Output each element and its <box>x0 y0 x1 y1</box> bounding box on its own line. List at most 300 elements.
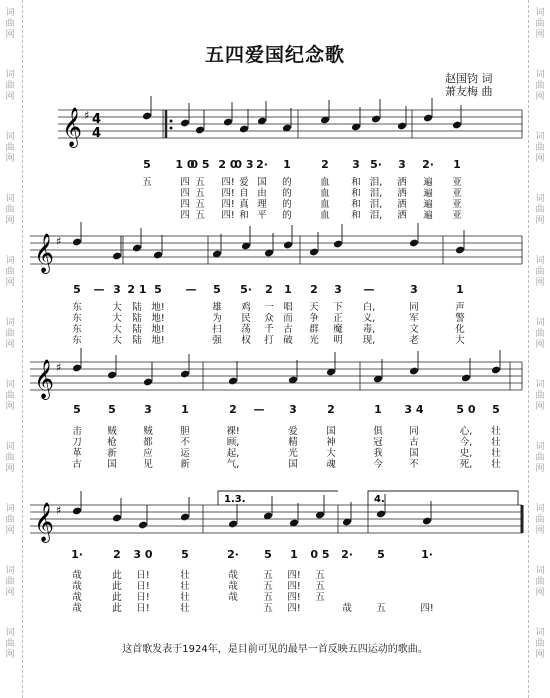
lyric-syllable: 文 <box>409 324 419 335</box>
lyric-syllable: 五 <box>315 581 325 592</box>
lyric-syllable: 新 <box>107 448 117 459</box>
lyric-syllable: 陆 <box>132 313 142 324</box>
lyric-syllable: 今, <box>459 437 473 448</box>
lyric-syllable: 裸! <box>226 426 240 437</box>
lyric-syllable: 大 <box>112 302 122 313</box>
lyricist-credit: 赵国钧 词 <box>445 72 493 85</box>
lyric-syllable: 真 <box>239 199 249 210</box>
lyric-syllable: 警 <box>455 313 465 324</box>
watermark-text: 词 曲 网 <box>535 194 545 226</box>
lyric-syllable: 下 <box>333 302 343 313</box>
lyric-syllable: 一 <box>264 302 274 313</box>
lyric-syllable: 血 <box>320 177 330 188</box>
watermark-text: 词 曲 网 <box>535 8 545 40</box>
note-head <box>142 112 152 121</box>
note-head <box>223 118 233 127</box>
lyric-syllable: 毒, <box>362 324 376 335</box>
lyric-syllable: 老 <box>409 335 419 346</box>
lyric-syllable: 四! <box>221 199 235 210</box>
lyric-syllable: 大 <box>326 448 336 459</box>
lyric-syllable: 和 <box>351 199 361 210</box>
lyric-syllable: 顾, <box>226 437 240 448</box>
lyric-syllable: 古 <box>283 324 293 335</box>
lyric-syllable: 冠 <box>373 437 383 448</box>
lyric-syllable: 国 <box>107 459 117 470</box>
note-head <box>195 126 205 135</box>
lyric-syllable: 遍 <box>423 188 433 199</box>
lyric-syllable: 此 <box>112 592 122 603</box>
lyric-syllable: 大 <box>112 313 122 324</box>
note-head <box>333 240 343 249</box>
lyric-syllable: 五 <box>263 592 273 603</box>
watermark-text: 词 曲 网 <box>5 442 15 474</box>
note-head <box>409 239 419 248</box>
lyric-syllable: 我 <box>373 448 383 459</box>
jianpu-number: 2 1 <box>127 283 147 296</box>
watermark-text: 词 曲 网 <box>5 566 15 598</box>
jianpu-number: 3 <box>410 283 418 296</box>
lyric-syllable: 扫 <box>212 324 222 335</box>
lyric-syllable: 亚 <box>452 188 462 199</box>
lyric-syllable: 壮 <box>180 603 190 614</box>
watermark-text: 词 曲 网 <box>535 566 545 598</box>
lyric-syllable: 哉 <box>342 603 352 614</box>
lyric-syllable: 亚 <box>452 199 462 210</box>
lyric-syllable: 哉 <box>228 581 238 592</box>
watermark-text: 词 曲 网 <box>5 70 15 102</box>
watermark-text: 词 曲 网 <box>535 132 545 164</box>
lyric-syllable: 地! <box>151 335 165 346</box>
watermark-text: 词 曲 网 <box>535 318 545 350</box>
lyric-syllable: 洒 <box>397 177 407 188</box>
lyric-syllable: 的 <box>282 210 292 221</box>
watermark-text: 词 曲 网 <box>5 132 15 164</box>
note-head <box>309 248 319 257</box>
lyric-syllable: 起, <box>226 448 240 459</box>
lyric-syllable: 地! <box>151 324 165 335</box>
note-head <box>423 114 433 123</box>
note-head <box>397 122 407 131</box>
lyric-syllable: 光 <box>309 335 319 346</box>
composer-credit: 萧友梅 曲 <box>445 85 493 98</box>
lyric-syllable: 哉 <box>72 592 82 603</box>
lyric-syllable: 哉 <box>228 592 238 603</box>
note-head <box>72 364 82 373</box>
lyric-syllable: 泪, <box>369 210 383 221</box>
lyric-syllable: 都 <box>143 437 153 448</box>
lyric-syllable: 四! <box>221 210 235 221</box>
lyric-syllable: 千 <box>264 324 274 335</box>
jianpu-number: 1 <box>453 158 461 171</box>
lyric-syllable: 不 <box>409 459 419 470</box>
lyric-syllable: 见 <box>143 459 153 470</box>
lyric-syllable: 四! <box>287 603 301 614</box>
note-head <box>112 252 122 261</box>
lyric-syllable: 壮 <box>180 570 190 581</box>
lyric-syllable: 枪 <box>107 437 117 448</box>
jianpu-number: 1 <box>284 283 292 296</box>
jianpu-number: 0 5 <box>310 548 330 561</box>
lyric-syllable: 打 <box>264 335 274 346</box>
jianpu-number: 5· <box>370 158 382 171</box>
note-head <box>143 378 153 387</box>
watermark-text: 词 曲 网 <box>5 8 15 40</box>
lyric-syllable: 现, <box>362 335 376 346</box>
lyric-syllable: 五 <box>195 177 205 188</box>
lyric-syllable: 地! <box>151 302 165 313</box>
lyric-syllable: 日! <box>136 570 150 581</box>
lyric-syllable: 大 <box>455 335 465 346</box>
lyric-syllable: 大 <box>112 335 122 346</box>
watermark-text: 词 曲 网 <box>535 256 545 288</box>
lyric-syllable: 壮 <box>491 448 501 459</box>
lyric-syllable: 精 <box>288 437 298 448</box>
lyric-syllable: 血 <box>320 188 330 199</box>
watermark-text: 词 曲 网 <box>535 70 545 102</box>
lyric-syllable: 义, <box>362 313 376 324</box>
note-head <box>107 371 117 380</box>
lyric-syllable: 群 <box>309 324 319 335</box>
lyric-syllable: 五 <box>376 603 386 614</box>
lyric-syllable: 胆 <box>180 426 190 437</box>
lyric-syllable: 哉 <box>228 570 238 581</box>
note-head <box>138 521 148 530</box>
treble-clef: 𝄞 <box>34 359 55 399</box>
lyric-syllable: 壮 <box>491 437 501 448</box>
lyric-syllable: 化 <box>455 324 465 335</box>
jianpu-number: 1· <box>71 548 83 561</box>
note-head <box>132 244 142 253</box>
lyric-syllable: 明 <box>333 335 343 346</box>
watermark-text: 词 曲 网 <box>5 318 15 350</box>
lyric-syllable: 爱 <box>239 177 249 188</box>
key-signature-sharp: ♯ <box>56 235 62 248</box>
lyric-syllable: 和 <box>351 177 361 188</box>
lyric-syllable: 亚 <box>452 177 462 188</box>
lyric-syllable: 东 <box>72 335 82 346</box>
jianpu-number: 0 3 <box>234 158 254 171</box>
jianpu-number: 2· <box>227 548 239 561</box>
jianpu-number: 0 5 <box>190 158 210 171</box>
note-head <box>371 115 381 124</box>
jianpu-number: 1 0 <box>175 158 195 171</box>
note-head <box>283 241 293 250</box>
jianpu-number: 5· <box>240 283 252 296</box>
lyric-syllable: 自 <box>239 188 249 199</box>
treble-clef: 𝄞 <box>34 233 55 273</box>
lyric-syllable: 运 <box>180 448 190 459</box>
note-head <box>153 251 163 260</box>
jianpu-number: 2 <box>327 403 335 416</box>
volta-label-second: 4. <box>374 494 385 505</box>
lyric-syllable: 四 <box>180 210 190 221</box>
lyric-syllable: 五 <box>315 570 325 581</box>
jianpu-number: 5 <box>108 403 116 416</box>
lyric-syllable: 四! <box>287 570 301 581</box>
lyric-syllable: 地! <box>151 313 165 324</box>
watermark-text: 词 曲 网 <box>5 194 15 226</box>
lyric-syllable: 强 <box>212 335 222 346</box>
repeat-dot <box>170 127 173 130</box>
lyric-syllable: 遍 <box>423 199 433 210</box>
jianpu-number: 2 <box>229 403 237 416</box>
lyric-syllable: 日! <box>136 603 150 614</box>
lyric-syllable: 五 <box>263 570 273 581</box>
lyric-syllable: 新 <box>180 459 190 470</box>
lyric-syllable: 和 <box>239 210 249 221</box>
jianpu-number: 2· <box>256 158 268 171</box>
note-head <box>376 510 386 519</box>
lyric-syllable: 平 <box>257 210 267 221</box>
jianpu-number: 2· <box>341 548 353 561</box>
lyric-syllable: 唱 <box>283 302 293 313</box>
lyric-syllable: 大 <box>112 324 122 335</box>
lyric-syllable: 刀 <box>72 437 82 448</box>
watermark-text: 词 曲 网 <box>5 380 15 412</box>
lyric-syllable: 日! <box>136 581 150 592</box>
note-head <box>461 374 471 383</box>
jianpu-number: 2 <box>321 158 329 171</box>
lyric-syllable: 不 <box>180 437 190 448</box>
lyric-syllable: 的 <box>282 199 292 210</box>
lyric-syllable: 贼 <box>143 426 153 437</box>
lyric-syllable: 正 <box>333 313 343 324</box>
lyric-syllable: 洒 <box>397 199 407 210</box>
song-title: 五四爱国纪念歌 <box>204 44 345 66</box>
lyric-syllable: 击 <box>72 426 82 437</box>
lyric-syllable: 四! <box>221 188 235 199</box>
lyric-syllable: 四! <box>420 603 434 614</box>
lyric-syllable: 壮 <box>491 459 501 470</box>
lyric-syllable: 天 <box>309 302 319 313</box>
repeat-dot <box>170 120 173 123</box>
lyric-syllable: 史, <box>459 448 473 459</box>
lyric-syllable: 和 <box>351 188 361 199</box>
jianpu-number: 5 <box>143 158 151 171</box>
jianpu-number: 3 <box>398 158 406 171</box>
lyric-syllable: 白, <box>362 302 376 313</box>
lyric-syllable: 四! <box>221 177 235 188</box>
volta-bracket-second <box>368 491 518 505</box>
lyric-syllable: 五 <box>263 603 273 614</box>
lyric-syllable: 五 <box>263 581 273 592</box>
lyric-syllable: 日! <box>136 592 150 603</box>
jianpu-number: 3 <box>289 403 297 416</box>
note-head <box>112 514 122 523</box>
lyric-syllable: 此 <box>112 570 122 581</box>
lyric-syllable: 军 <box>409 313 419 324</box>
watermark-text: 词 曲 网 <box>535 628 545 660</box>
lyric-syllable: 神 <box>326 437 336 448</box>
lyric-syllable: 众 <box>264 313 274 324</box>
jianpu-number: — <box>253 403 265 416</box>
lyric-syllable: 东 <box>72 313 82 324</box>
time-signature-top: 4 <box>92 112 102 127</box>
jianpu-number: — <box>363 283 375 296</box>
lyric-syllable: 爱 <box>288 426 298 437</box>
lyric-syllable: 由 <box>257 188 267 199</box>
lyric-syllable: 贼 <box>107 426 117 437</box>
lyric-syllable: 俱 <box>373 426 383 437</box>
key-signature-sharp: ♯ <box>84 109 90 122</box>
lyric-syllable: 遍 <box>423 210 433 221</box>
note-head <box>72 238 82 247</box>
lyric-syllable: 气, <box>226 459 240 470</box>
lyric-syllable: 应 <box>143 448 153 459</box>
lyric-syllable: 此 <box>112 581 122 592</box>
lyric-syllable: 国 <box>326 426 336 437</box>
lyric-syllable: 的 <box>282 188 292 199</box>
lyric-syllable: 破 <box>283 335 293 346</box>
jianpu-number: 3 0 <box>133 548 153 561</box>
lyric-syllable: 四! <box>287 592 301 603</box>
lyric-syllable: 亚 <box>452 210 462 221</box>
lyric-syllable: 古 <box>72 459 82 470</box>
jianpu-number: — <box>185 283 197 296</box>
jianpu-number: 5 <box>73 283 81 296</box>
lyric-syllable: 五 <box>195 188 205 199</box>
jianpu-number: 5 <box>154 283 162 296</box>
note-head <box>452 121 462 130</box>
jianpu-number: 1· <box>421 548 433 561</box>
note-head <box>228 377 238 386</box>
note-head <box>409 367 419 376</box>
lyric-syllable: 和 <box>351 210 361 221</box>
lyric-syllable: 五 <box>315 592 325 603</box>
lyric-syllable: 洒 <box>397 188 407 199</box>
lyric-syllable: 东 <box>72 324 82 335</box>
watermark-text: 词 曲 网 <box>5 628 15 660</box>
lyric-syllable: 陆 <box>132 324 142 335</box>
note-head <box>180 370 190 379</box>
lyric-syllable: 同 <box>409 302 419 313</box>
volta-label-first: 1.3. <box>224 494 246 505</box>
lyric-syllable: 死, <box>459 459 473 470</box>
lyric-syllable: 国 <box>409 448 419 459</box>
jianpu-number: 2 <box>265 283 273 296</box>
note-head <box>180 119 190 128</box>
time-signature-bottom: 4 <box>92 126 102 141</box>
watermark-text: 词 曲 网 <box>5 504 15 536</box>
lyric-syllable: 哉 <box>72 581 82 592</box>
watermark-text: 词 曲 网 <box>535 380 545 412</box>
note-head <box>228 520 238 529</box>
lyric-syllable: 血 <box>320 210 330 221</box>
jianpu-number: 2 0 <box>218 158 238 171</box>
jianpu-number: — <box>93 283 105 296</box>
lyric-syllable: 五 <box>195 199 205 210</box>
lyric-syllable: 鸡 <box>241 302 251 313</box>
treble-clef: 𝄞 <box>34 502 55 542</box>
note-head <box>180 513 190 522</box>
lyric-syllable: 而 <box>283 313 293 324</box>
lyric-syllable: 遍 <box>423 177 433 188</box>
jianpu-number: 3 <box>113 283 121 296</box>
lyric-syllable: 四 <box>180 199 190 210</box>
lyric-syllable: 权 <box>241 335 251 346</box>
lyric-syllable: 的 <box>282 177 292 188</box>
lyric-syllable: 陆 <box>132 335 142 346</box>
footnote: 这首歌发表于1924年，是目前可见的最早一首反映五四运动的歌曲。 <box>122 644 428 655</box>
lyric-syllable: 古 <box>409 437 419 448</box>
jianpu-number: 5 <box>377 548 385 561</box>
jianpu-number: 5 <box>264 548 272 561</box>
lyric-syllable: 荡 <box>241 324 251 335</box>
note-head <box>239 125 249 134</box>
lyric-syllable: 光 <box>288 448 298 459</box>
lyric-syllable: 理 <box>257 199 267 210</box>
jianpu-number: 1 <box>181 403 189 416</box>
lyric-syllable: 雄 <box>212 302 222 313</box>
lyric-syllable: 五 <box>142 177 152 188</box>
lyric-syllable: 四 <box>180 188 190 199</box>
jianpu-number: 5 <box>213 283 221 296</box>
watermark-text: 词 曲 网 <box>5 256 15 288</box>
lyric-syllable: 壮 <box>180 592 190 603</box>
lyric-syllable: 民 <box>241 313 251 324</box>
key-signature-sharp: ♯ <box>56 361 62 374</box>
lyric-syllable: 革 <box>72 448 82 459</box>
lyric-syllable: 五 <box>195 210 205 221</box>
lyric-syllable: 国 <box>257 177 267 188</box>
lyric-syllable: 同 <box>409 426 419 437</box>
jianpu-number: 2· <box>422 158 434 171</box>
lyric-syllable: 血 <box>320 199 330 210</box>
key-signature-sharp: ♯ <box>56 504 62 517</box>
watermark-text: 词 曲 网 <box>535 442 545 474</box>
jianpu-number: 2 <box>113 548 121 561</box>
jianpu-number: 1 <box>374 403 382 416</box>
lyric-syllable: 陆 <box>132 302 142 313</box>
jianpu-number: 3 <box>352 158 360 171</box>
jianpu-number: 5 <box>492 403 500 416</box>
lyric-syllable: 争 <box>309 313 319 324</box>
jianpu-number: 5 0 <box>456 403 476 416</box>
lyric-syllable: 东 <box>72 302 82 313</box>
note-head <box>455 246 465 255</box>
lyric-syllable: 国 <box>288 459 298 470</box>
jianpu-number: 1 <box>290 548 298 561</box>
jianpu-number: 5 <box>73 403 81 416</box>
lyric-syllable: 壮 <box>180 581 190 592</box>
lyric-syllable: 四 <box>180 177 190 188</box>
note-head <box>491 366 501 375</box>
jianpu-number: 3 4 <box>404 403 424 416</box>
lyric-syllable: 今 <box>373 459 383 470</box>
lyric-syllable: 哉 <box>72 570 82 581</box>
note-head <box>422 517 432 526</box>
note-head <box>72 507 82 516</box>
jianpu-number: 3 <box>334 283 342 296</box>
jianpu-number: 5 <box>181 548 189 561</box>
lyric-syllable: 为 <box>212 313 222 324</box>
jianpu-number: 2 <box>310 283 318 296</box>
jianpu-number: 3 <box>144 403 152 416</box>
lyric-syllable: 此 <box>112 603 122 614</box>
lyric-syllable: 魂 <box>326 459 336 470</box>
jianpu-number: 1 <box>456 283 464 296</box>
lyric-syllable: 魔 <box>333 324 343 335</box>
lyric-syllable: 洒 <box>397 210 407 221</box>
lyric-syllable: 泪, <box>369 199 383 210</box>
lyric-syllable: 心, <box>459 426 473 437</box>
lyric-syllable: 壮 <box>491 426 501 437</box>
jianpu-number: 1 <box>283 158 291 171</box>
lyric-syllable: 声 <box>455 302 465 313</box>
lyric-syllable: 泪, <box>369 177 383 188</box>
lyric-syllable: 哉 <box>72 603 82 614</box>
lyric-syllable: 四! <box>287 581 301 592</box>
